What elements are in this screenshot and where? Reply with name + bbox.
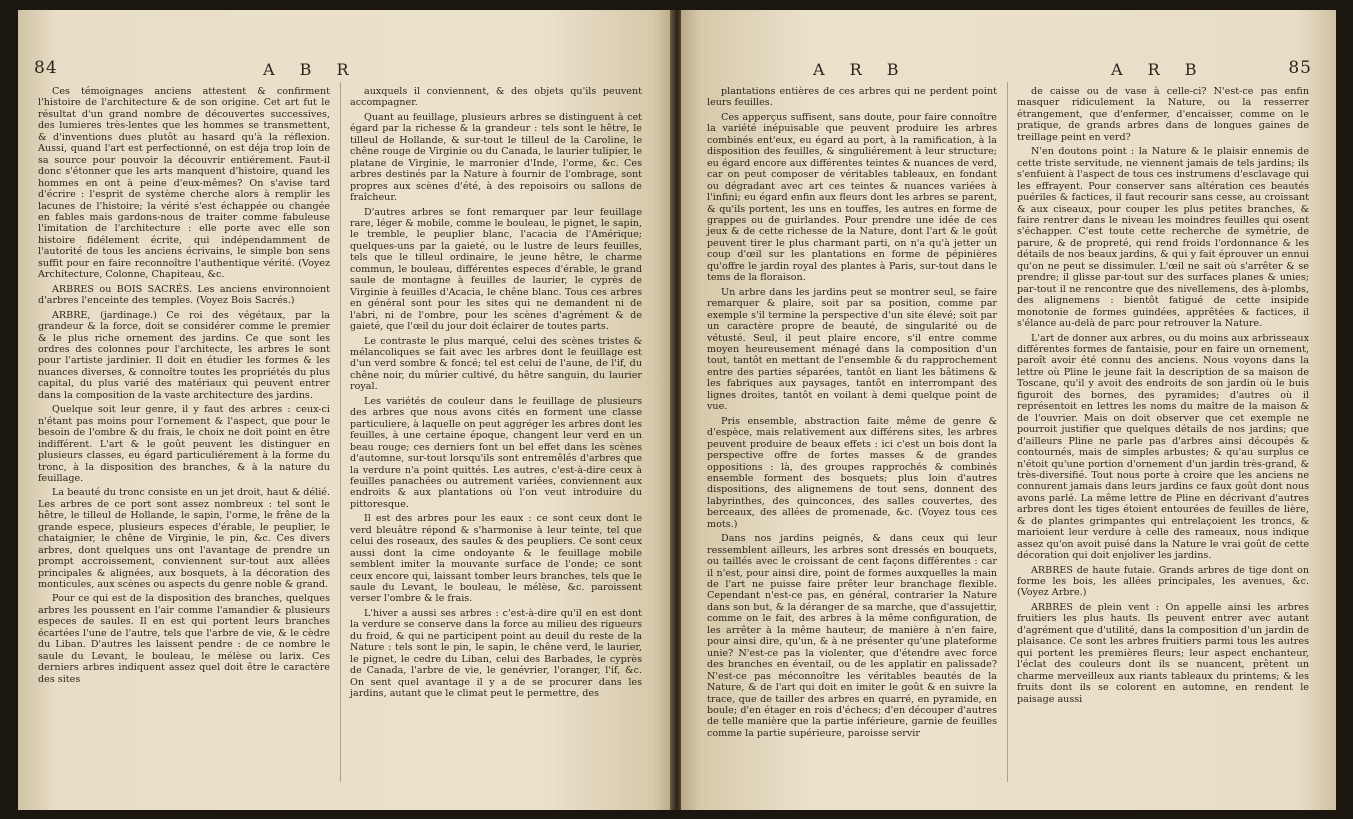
paragraph: Ces apperçus suffisent, sans doute, pour faire connoître la variété inépuisable que peuvent produire les arbres combinés ent'eux, eu égard au port, à la ramification, à la disposition des feuilles, & singuliérement à leur structure; eu égard encore aux différentes teintes & nuances de verd, car on peut composer de véritables tableaux, en fondant ou dégradant avec art ces teintes & nuances variées à l'infini; eu égard enfin aux fleurs dont les arbres se parent, & qu'ils portent, les uns en touffes, les autres en forme de grappes ou de guirlandes. Pour prendre une idée de ces jeux & de cette richesse de la Nature, dont l'art & le goût peuvent tirer le plus charmant parti, on n'a qu'à jetter un coup d'œil sur les plantations en forme de pépinières qu'offre le jardin royal des plantes à Paris, sur-tout dans le tems de la floraison.: [707, 111, 997, 284]
page-number: 84: [34, 58, 58, 78]
column-divider: [340, 82, 341, 782]
paragraph: ARBRES de haute futaie. Grands arbres de tige dont on forme les bois, les allées principales, les avenues, &c. (Voyez Arbre.): [1017, 564, 1309, 599]
paragraph: Le contraste le plus marqué, celui des scènes tristes & mélancoliques se fait avec les arbres dont le feuillage est d'un verd sombre & foncé; tel est celui de l'aune, de l'if, du chêne noir, du mûrier cultivé, du hêtre sanguin, du laurier royal.: [350, 335, 642, 393]
right-page: [681, 10, 1336, 810]
paragraph: Quelque soit leur genre, il y faut des arbres : ceux-ci n'étant pas moins pour l'ornement & l'aspect, que pour le besoin de l'ombre & du frais, le choix ne doit point en être indifférent. L'art & le goût peuvent les distinguer en plusieurs classes, eu égard particuliérement à la forme du tronc, à la disposition des branches, & à la nature du feuillage.: [38, 404, 330, 484]
paragraph: Un arbre dans les jardins peut se montrer seul, se faire remarquer & plaire, soit par sa position, comme par exemple s'il termine la perspective d'un site élevé; soit par un caractère propre de beauté, de singularité ou de vétusté. Seul, il peut plaire encore, s'il entre comme moyen heureusement ménagé dans la composition d'un tout, tantôt en mettant de l'ensemble & du rapprochement entre des parties séparées, tantôt en liant les bâtimens & les fabriques aux paysages, tantôt en interrompant des lignes droites, tantôt en voilant à demi quelque point de vue.: [707, 286, 997, 413]
paragraph: auxquels il conviennent, & des objets qu'ils peuvent accompagner.: [350, 86, 642, 109]
paragraph: Ces témoignages anciens attestent & confirment l'histoire de l'architecture & de son origine. Cet art fut le résultat d'un grand nombre de découvertes successives, des lumieres très-lentes que les hommes se transmettent, & d'inventions dues plutôt au hasard qu'à la réflexion. Aussi, quand l'art est perfectionné, on est déja trop loin de sa source pour pouvoir la découvrir entiérement. Faut-il donc s'étonner que les arts manquent d'histoire, quand les hommes en ont à peine d'eux-mêmes? On s'avise tard d'écrire : l'esprit de système cherche alors à remplir les lacunes de l'histoire; la vérité s'est échappée ou changée en fables mais gardons-nous de traiter comme fabuleuse l'imitation de l'architecture : elle porte avec elle son histoire fidélement écrite, qui indépendamment de l'autorité de tous les anciens écrivains, le simple bon sens suffit pour en faire reconnoître l'authentique vérité. (Voyez Architecture, Colonne, Chapiteau, &c.: [38, 86, 330, 281]
paragraph: ARBRE, (jardinage.) Ce roi des végétaux, par la grandeur & la force, doit se considérer comme le premier & le plus riche ornement des jardins. Ce que sont les ordres des colonnes pour l'architecte, les arbres le sont pour l'artiste jardinier. Il doit en étudier les formes & les nuances diverses, & connoître toutes les propriétés du plus capital, du plus varié des matériaux qui peuvent entrer dans la composition de la vaste architecture des jardins.: [38, 309, 330, 401]
running-head: A R B: [1111, 60, 1207, 79]
left-page: [18, 10, 673, 810]
paragraph: L'hiver a aussi ses arbres : c'est-à-dire qu'il en est dont la verdure se conserve dans la force au milieu des rigueurs du froid, & qui ne participent point au deuil du reste de la Nature : tels sont le pin, le sapin, le chêne verd, le laurier, le pignet, le cedre du Liban, celui des Barbades, le cyprès de Canada, l'arbre de vie, le genévrier, l'oranger, l'if, &c. On sent quel avantage il y a de se procurer dans les jardins, autant que le climat peut le permettre, des: [350, 607, 642, 700]
paragraph: ARBRES ou BOIS SACRÉS. Les anciens environnoient d'arbres l'enceinte des temples. (Voyez Bois Sacrés.): [38, 283, 330, 307]
paragraph: Il est des arbres pour les eaux : ce sont ceux dont le verd bleuâtre répond & s'harmonise à leur teinte, tel que celui des roseaux, des saules & des peupliers. Ce sont ceux aussi dont la cime ondoyante & le feuillage mobile semblent imiter la mouvante surface de l'onde; ce sont ceux encore qui, laissant tomber leurs branches, tels que le saule du Levant, le bouleau, le mélèse, &c. paroissent verser l'ombre & le frais.: [350, 513, 642, 605]
left-page-header: [18, 58, 673, 80]
paragraph: ARBRES de plein vent : On appelle ainsi les arbres fruitiers les plus hauts. Ils peuvent entrer avec autant d'agrément que d'utilité, dans la composition d'un jardin de plaisance. Ce sont les arbres fruitiers parmi tous les autres qui portent les premières fleurs; leur aspect enchanteur, l'éclat des couleurs dont ils se nuancent, prêtent un charme merveilleux aux riants tableaux du printems; & les fruits dont ils se colorent en automne, en rendent le paisage aussi: [1017, 601, 1309, 705]
paragraph: Pris ensemble, abstraction faite même de genre & d'espèce, mais relativement aux différens sites, les arbres peuvent produire de beaux effets : ici c'est un bois dont la perspective offre de fortes masses & de grandes oppositions : là, des groupes rapprochés & combinés ensemble forment des bosquets; plus loin d'autres dispositions, des alignemens de tout sens, donnent des labyrinthes, des quinconces, des salles couvertes, des berceaux, des allées de promenade, &c. (Voyez tous ces mots.): [707, 415, 997, 530]
paragraph: N'en doutons point : la Nature & le plaisir ennemis de cette triste servitude, ne viennent jamais de tels jardins; ils s'enfuient à l'aspect de tous ces instrumens d'esclavage qui les effrayent. Pour conserver sans altération ces beautés puériles & factices, il faut recourir sans cesse, au croissant & aux ciseaux, pour couper les plus petites branches, & faire rentrer dans le niveau les moindres feuilles qui osent s'échapper. C'est toute cette recherche de symétrie, de parure, & de propreté, qui rend froids l'ordonnance & les détails de nos beaux jardins, & qui y fait éprouver un ennui qu'on ne peut se dissimuler. L'œil ne sait où s'arrêter & se prendre; il glisse par-tout sur des surfaces planes & unies; par-tout il ne rencontre que des nivellemens, des à-plombs, des alignemens : bientôt fatigué de cette insipide monotonie de formes guindées, apprêtées & factices, il s'élance au-delà de parc pour retrouver la Nature.: [1017, 146, 1309, 330]
right-page-header: [681, 58, 1336, 80]
paragraph: Quant au feuillage, plusieurs arbres se distinguent à cet égard par la richesse & la grandeur : tels sont le hêtre, le tilleul de Hollande, & sur-tout le tilleul de la Caroline, le chêne rouge de Virginie ou du Canada, le laurier tulipier, le platane de Virginie, le marronier d'Inde, l'orme, &c. Ces arbres destinés par la Nature à fournir de l'ombrage, sont propres aux scènes d'été, à des repoisoirs ou sallons de fraîcheur.: [350, 111, 642, 204]
paragraph: de caisse ou de vase à celle-ci? N'est-ce pas enfin masquer ridiculement la Nature, ou la resserrer étrangement, que d'enfermer, d'encaisser, comme on le pratique, de grands arbres dans de longues gaines de treillage peint en verd?: [1017, 86, 1309, 143]
paragraph: La beauté du tronc consiste en un jet droit, haut & délié. Les arbres de ce port sont assez nombreux : tel sont le hêtre, le tilleul de Hollande, le sapin, l'orme, le frêne de la grande espece, plusieurs especes d'érable, le peuplier, le chataignier, le chêne de Virginie, le pin, &c. Ces divers arbres, dont quelques uns ont l'avantage de prendre un prompt accroissement, conviennent sur-tout aux allées principales & alignées, aux bosquets, à la décoration des monticules, aux scènes ou aspects du genre noble & grand.: [38, 487, 330, 591]
paragraph: L'art de donner aux arbres, ou du moins aux arbrisseaux différentes formes de fantaisie, pour en faire un ornement, paroît avoir été connu des anciens. Nous voyons dans la lettre où Pline le jeune fait la description de sa maison de Toscane, qu'il y avoit des endroits de son jardin où le buis figuroit des bornes, des pyramides; d'autres où il représentoit en lettres les noms du maître de la maison & de l'ouvrier. Mais on doit observer que cet exemple ne pourroit justifier que quelques détails de nos jardins; que d'ailleurs Pline ne parle pas d'arbres ainsi découpés & contournés, mais de simples arbustes; & qu'au surplus ce n'étoit qu'une portion d'ornement d'un jardin très-grand, & très-diversifié. Tout nous porte à croire que les anciens ne connurent jamais dans leurs jardins ce faux goût dont nous avons parlé. La même lettre de Pline en décrivant d'autres arbres dont les tiges étoient entourées de feuilles de lière, & de plantes grimpantes qui entrelaçoient les troncs, & marioient leur verdure à celle des rameaux, nous indique assez qu'on avoit puisé dans la Nature le vrai goût de cette décoration qui doit enjoliver les jardins.: [1017, 332, 1309, 562]
paragraph: Les variétés de couleur dans le feuillage de plusieurs des arbres que nous avons cités en forment une classe particuliere, à laquelle on peut aggréger les arbres dont les feuilles, à une certaine époque, changent leur verd en un beau rouge; ces derniers font un bel effet dans les scènes d'automne, sur-tout lorsqu'ils sont entremêlés d'arbres que la verdure n'a point quittés. Les autres, c'est-à-dire ceux à feuilles panachées ou autrement variées, conviennent aux endroits & aux plantations où l'on veut introduire du pittoresque.: [350, 395, 642, 510]
paragraph: Dans nos jardins peignés, & dans ceux qui leur ressemblent ailleurs, les arbres sont dressés en bouquets, ou taillés avec le croissant de cent façons différentes : car il n'est, pour ainsi dire, point de formes auxquelles la main de l'art ne puisse faire prêter leur branchage flexible. Cependant n'est-ce pas, en général, contrarier la Nature dans son but, & la déranger de sa marche, que d'assujettir, comme on le fait, des arbres à la même configuration, de les arrêter à la même hauteur, de manière à n'en faire, pour ainsi dire, qu'un, & à ne présenter qu'une plateforme unie? N'est-ce pas la violenter, que d'étendre avec force des branches en éventail, ou de les applatir en palissade? N'est-ce pas méconnoître les véritables beautés de la Nature, & de l'art qui doit en imiter le goût & en suivre la trace, que de tailler des arbres en quarré, en pyramide, en boule; d'en étager en rois d'échecs; d'en découper d'autres de telle manière que la partie inférieure, garnie de feuilles comme la partie supérieure, paroisse servir: [707, 533, 997, 739]
open-book: [18, 10, 1336, 810]
column-divider: [1007, 82, 1008, 782]
right-page-column-1: [707, 86, 997, 739]
paragraph: Pour ce qui est de la disposition des branches, quelques arbres les poussent en l'air comme l'amandier & plusieurs especes de saules. Il en est qui portent leurs branches écartées l'une de l'autre, tels que l'arbre de vie, & le cèdre du Liban. D'autres les laissent pendre : de ce nombre le saule du Levant, le bouleau, le mélèse ou larix. Ces derniers arbres indiquent assez quel doit être le caractère des sites: [38, 593, 330, 685]
page-number: 85: [1288, 58, 1312, 78]
left-page-column-2: [350, 86, 642, 700]
right-page-column-2: [1017, 86, 1309, 705]
running-head: A B R: [263, 60, 359, 79]
running-head: A R B: [813, 60, 909, 79]
paragraph: D'autres arbres se font remarquer par leur feuillage rare, léger & mobile, comme le bouleau, le pignet, le sapin, le tremble, le peuplier blanc, l'acacia de l'Amérique; quelques-uns par la gaieté, ou le lustre de leurs feuilles, tels que le tilleul ordinaire, le jeune hêtre, le charme commun, le bouleau, différentes especes d'érable, le grand saule de montagne à feuilles de laurier, le cyprès de Virginie à feuilles d'Acacia, le chêne blanc. Tous ces arbres en général sont pour les sites qui ne demandent ni de l'abri, ni de l'ombre, pour les scènes d'agrément & de gaieté, que l'œil du jour doit éclairer de toutes parts.: [350, 206, 642, 333]
paragraph: plantations entières de ces arbres qui ne perdent point leurs feuilles.: [707, 86, 997, 109]
left-page-column-1: [38, 86, 330, 685]
